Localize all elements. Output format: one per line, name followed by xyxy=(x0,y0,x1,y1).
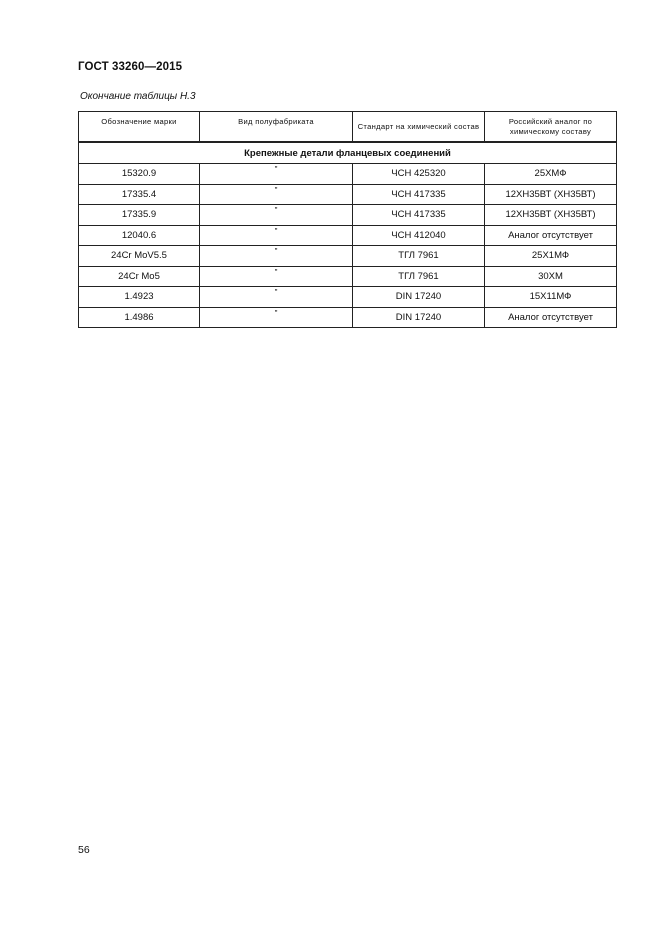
ditto-mark: " xyxy=(274,226,278,236)
cell-grade: 1.4923 xyxy=(79,287,200,308)
cell-grade: 17335.9 xyxy=(79,205,200,226)
page-number: 56 xyxy=(78,844,90,856)
cell-product-type xyxy=(200,184,353,205)
cell-standard: ЧСН 417335 xyxy=(353,184,485,205)
table-row xyxy=(79,225,617,246)
cell-standard: ТГЛ 7961 xyxy=(353,246,485,267)
section-title: Крепежные детали фланцевых соединений xyxy=(79,142,617,164)
table-row xyxy=(79,246,617,267)
ditto-mark: " xyxy=(274,288,278,298)
cell-grade: 1.4986 xyxy=(79,307,200,328)
cell-grade: 15320.9 xyxy=(79,164,200,185)
cell-analog: 25ХМФ xyxy=(485,164,617,185)
document-header: ГОСТ 33260—2015 xyxy=(78,61,183,73)
cell-standard: ЧСН 412040 xyxy=(353,225,485,246)
column-header-analog: Российский аналог по химическому составу xyxy=(485,112,617,143)
cell-analog: Аналог отсутствует xyxy=(485,307,617,328)
cell-analog: 30ХМ xyxy=(485,266,617,287)
cell-grade: 12040.6 xyxy=(79,225,200,246)
ditto-mark: " xyxy=(274,267,278,277)
cell-grade: 24Cr Mo5 xyxy=(79,266,200,287)
cell-grade: 24Cr MoV5.5 xyxy=(79,246,200,267)
cell-analog: 12ХН35ВТ (ХН35ВТ) xyxy=(485,205,617,226)
cell-standard: DIN 17240 xyxy=(353,287,485,308)
ditto-mark: " xyxy=(274,185,278,195)
table-caption: Окончание таблицы Н.3 xyxy=(80,91,196,102)
table-header-row xyxy=(79,112,617,143)
cell-analog: 25Х1МФ xyxy=(485,246,617,267)
cell-analog: 15Х11МФ xyxy=(485,287,617,308)
table-section-row xyxy=(79,142,617,164)
cell-product-type xyxy=(200,287,353,308)
ditto-mark: " xyxy=(274,165,278,175)
cell-product-type xyxy=(200,164,353,185)
cell-product-type xyxy=(200,205,353,226)
cell-standard: ЧСН 425320 xyxy=(353,164,485,185)
ditto-mark: " xyxy=(274,308,278,318)
table-row xyxy=(79,287,617,308)
cell-standard: ТГЛ 7961 xyxy=(353,266,485,287)
cell-analog: 12ХН35ВТ (ХН35ВТ) xyxy=(485,184,617,205)
standards-table xyxy=(78,111,617,328)
column-header-standard: Стандарт на химический состав xyxy=(353,112,485,143)
table-row xyxy=(79,184,617,205)
cell-product-type xyxy=(200,225,353,246)
cell-product-type xyxy=(200,307,353,328)
column-header-product-type: Вид полуфабриката xyxy=(200,112,353,143)
table-row xyxy=(79,205,617,226)
table-row xyxy=(79,307,617,328)
cell-product-type xyxy=(200,266,353,287)
cell-product-type xyxy=(200,246,353,267)
cell-standard: ЧСН 417335 xyxy=(353,205,485,226)
table-row xyxy=(79,164,617,185)
ditto-mark: " xyxy=(274,206,278,216)
ditto-mark: " xyxy=(274,247,278,257)
table-row xyxy=(79,266,617,287)
cell-analog: Аналог отсутствует xyxy=(485,225,617,246)
cell-grade: 17335.4 xyxy=(79,184,200,205)
column-header-grade: Обозначение марки xyxy=(79,112,200,143)
cell-standard: DIN 17240 xyxy=(353,307,485,328)
